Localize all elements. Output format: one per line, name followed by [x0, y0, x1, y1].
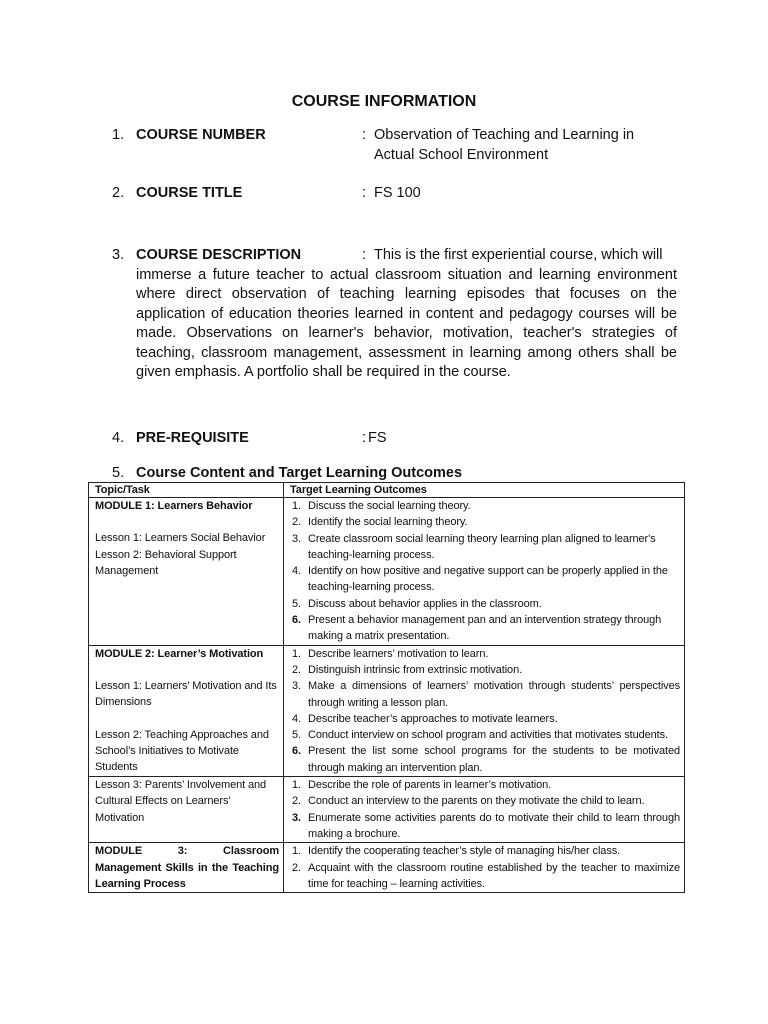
lesson-title: Lesson 1: Learners’ Motivation and Its Dimensions — [95, 679, 277, 709]
list-item: 3. Enumerate some activities parents do to motivate their child to learn through making a brochure. — [292, 811, 680, 840]
item-number: 2. — [112, 185, 125, 201]
colon-separator: : — [362, 127, 367, 143]
list-item: 2. Acquaint with the classroom routine established by the teacher to maximize time for teaching – learning activities. — [292, 861, 680, 890]
lesson-title: Lesson 3: Parents’ Involvement and Cultural Effects on Learners’ Motivation — [95, 779, 267, 824]
header-topic-task: Topic/Task — [89, 483, 284, 498]
outcomes-cell — [284, 645, 685, 776]
course-content-heading: Course Content and Target Learning Outcomes — [136, 465, 463, 481]
list-item: 2. Conduct an interview to the parents on they motivate the child to learn. — [292, 795, 645, 808]
table-row — [89, 498, 685, 646]
topic-cell — [89, 843, 284, 893]
list-item: 4. Identify on how positive and negative support can be properly applied in the teaching-learning process. — [292, 565, 668, 594]
course-description-first-line: This is the first experiential course, which will — [374, 247, 663, 263]
colon-separator: : — [362, 185, 367, 201]
lesson-title: Lesson 1: Learners Social Behavior — [95, 532, 266, 545]
list-item: 5. Discuss about behavior applies in the classroom. — [292, 597, 542, 610]
list-item: 1. Describe learners’ motivation to learn. — [292, 647, 489, 660]
course-number-label: COURSE NUMBER — [136, 127, 266, 143]
list-item: 6. Present a behavior management pan and an intervention strategy through making a matrix presentation. — [292, 614, 662, 643]
lesson-title: Lesson 2: Teaching Approaches and School’s Initiatives to Motivate Students — [95, 728, 269, 774]
list-item: 2. Distinguish intrinsic from extrinsic motivation. — [292, 663, 523, 676]
course-description-item — [112, 246, 677, 383]
list-item: 2. Identify the social learning theory. — [292, 516, 468, 529]
list-item: 5. Conduct interview on school program and activities that motivates students. — [292, 729, 668, 742]
table-row — [89, 777, 685, 843]
course-number-item — [112, 126, 672, 166]
outcomes-cell — [284, 777, 685, 843]
outcomes-cell — [284, 843, 685, 893]
outcomes-cell — [284, 498, 685, 646]
table-row — [89, 843, 685, 893]
list-item: 3. Create classroom social learning theory learning plan aligned to learner's teaching-learning process. — [292, 532, 656, 561]
table-header-row — [89, 483, 685, 498]
learning-outcomes-table — [88, 482, 685, 893]
list-item: 1. Describe the role of parents in learner’s motivation. — [292, 779, 552, 792]
course-number-value-line2: Actual School Environment — [374, 146, 549, 163]
item-number: 1. — [112, 127, 125, 143]
course-title-label: COURSE TITLE — [136, 185, 243, 201]
list-item: 1. Discuss the social learning theory. — [292, 500, 471, 512]
list-item: 1. Identify the cooperating teacher’s style of managing his/her class. — [292, 845, 621, 858]
course-content-item — [112, 464, 672, 484]
course-title-value: FS 100 — [374, 185, 421, 201]
course-title-item — [112, 184, 672, 204]
topic-cell — [89, 645, 284, 776]
list-item: 4. Describe teacher’s approaches to motivate learners. — [292, 712, 558, 725]
table-row — [89, 645, 685, 776]
course-description-body: immerse a future teacher to actual classroom situation and learning environment where direct observation of teaching learning episodes that focuses on the application of education theories learned in content and pedagogy courses will be made. Observations on learner's behavior, motivation, teacher's strategies of teaching, classroom management, assessment in learning among others shall be given emphasis. A portfolio shall be required in the course. — [136, 266, 677, 380]
topic-cell — [89, 498, 284, 646]
prerequisite-value: FS — [368, 430, 387, 446]
lesson-title: Lesson 2: Behavioral Support Management — [95, 548, 237, 577]
prerequisite-label: PRE-REQUISITE — [136, 430, 249, 446]
module-title: MODULE 1: Learners Behavior — [95, 500, 253, 512]
module-title: MODULE 2: Learner’s Motivation — [95, 647, 264, 660]
item-number: 3. — [112, 247, 125, 263]
course-number-value-line1: Observation of Teaching and Learning in — [374, 127, 635, 143]
header-target-outcomes: Target Learning Outcomes — [284, 483, 685, 498]
colon-separator: : — [362, 247, 367, 263]
colon-separator: : — [362, 430, 367, 446]
item-number: 5. — [112, 465, 125, 481]
list-item: 6. Present the list some school programs for the students to be motivated through making an intervention plan. — [292, 745, 680, 774]
module-title: MODULE 3: Classroom Management Skills in the Teaching Learning Process — [95, 845, 279, 890]
page-title: COURSE INFORMATION — [291, 93, 477, 110]
course-description-label: COURSE DESCRIPTION — [136, 247, 302, 263]
list-item: 3. Make a dimensions of learners’ motivation through students’ perspectives through writing a lesson plan. — [292, 680, 680, 709]
prerequisite-item — [112, 429, 672, 449]
topic-cell — [89, 777, 284, 843]
item-number: 4. — [112, 430, 125, 446]
